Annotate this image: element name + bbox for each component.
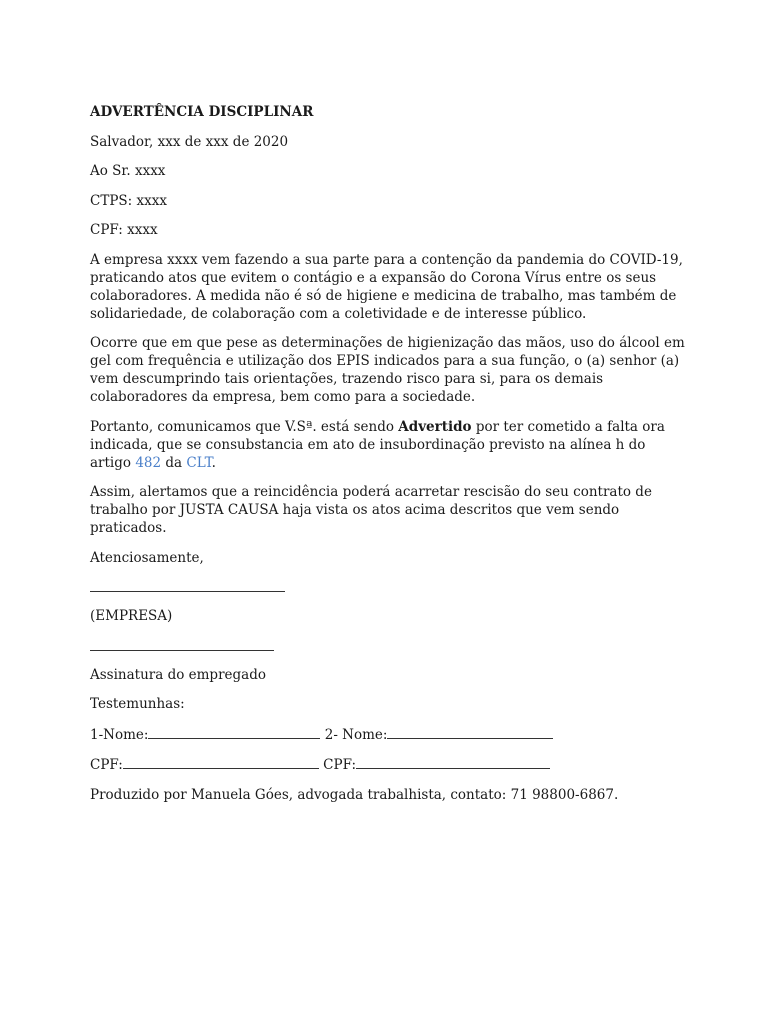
witness1-cpf-blank	[123, 755, 319, 769]
witness-names-row	[90, 725, 690, 744]
witness2-name-blank	[387, 725, 553, 739]
cpf-line: CPF: xxxx	[90, 222, 158, 238]
paragraph-violation: Ocorre que em que pese as determinações de higienização das mãos, uso do álcool em gel com frequência e utilização dos EPIS indicados para a sua função, o (a) senhor (a) vem descumprindo tais orientações, trazendo risco para si, para os demais colaboradores da empresa, bem como para a sociedade.	[90, 335, 685, 405]
witness2-name-label: 2- Nome:	[324, 726, 388, 743]
recipient-line: Ao Sr. xxxx	[90, 163, 166, 179]
warning-text-3: da	[161, 454, 187, 471]
witness1-name-blank	[148, 725, 320, 739]
paragraph-warning	[90, 418, 690, 472]
warning-bold-advertido: Advertido	[398, 418, 472, 435]
closing-line: Atenciosamente,	[90, 549, 204, 566]
witness2-cpf-label: CPF:	[323, 757, 357, 773]
paragraph-covid-context: A empresa xxxx vem fazendo a sua parte para a contenção da pandemia do COVID-19, praticando atos que evitem o contágio e a expansão do Corona Vírus entre os seus colaboradores. A medida não é só de higiene e medicina de trabalho, mas também de solidariedade, de colaboração com a coletividade e de interesse público.	[90, 251, 683, 322]
witness1-cpf-label: CPF:	[90, 757, 123, 773]
witnesses-label: Testemunhas:	[90, 696, 185, 712]
witness2-cpf-blank	[356, 755, 550, 769]
employee-signature-line	[90, 637, 274, 651]
warning-text-4: .	[211, 454, 216, 471]
warning-text-2: por ter cometido a falta ora indicada, que se consubstancia em ato de insubordinação previsto na alínea h do artigo	[90, 418, 665, 471]
witness1-name-label: 1-Nome:	[90, 726, 149, 743]
company-signature-line	[90, 578, 285, 592]
date-line: Salvador, xxx de xxx de 2020	[90, 133, 289, 150]
warning-text-1: Portanto, comunicamos que V.Sª. está sendo	[90, 418, 399, 435]
document-title: ADVERTÊNCIA DISCIPLINAR	[90, 104, 314, 120]
article-482-link[interactable]: 482	[135, 454, 162, 471]
witness-cpf-row	[90, 755, 690, 774]
ctps-line: CTPS: xxxx	[90, 192, 167, 209]
employee-signature-label: Assinatura do empregado	[90, 666, 266, 683]
paragraph-recurrence: Assim, alertamos que a reincidência poderá acarretar rescisão do seu contrato de trabalho por JUSTA CAUSA haja vista os atos acima descritos que vem sendo praticados.	[90, 484, 652, 536]
company-label: (EMPRESA)	[90, 608, 173, 624]
document-page	[90, 103, 690, 815]
clt-link[interactable]: CLT	[186, 454, 212, 471]
footer-credit: Produzido por Manuela Góes, advogada trabalhista, contato: 71 98800-6867.	[90, 786, 619, 803]
